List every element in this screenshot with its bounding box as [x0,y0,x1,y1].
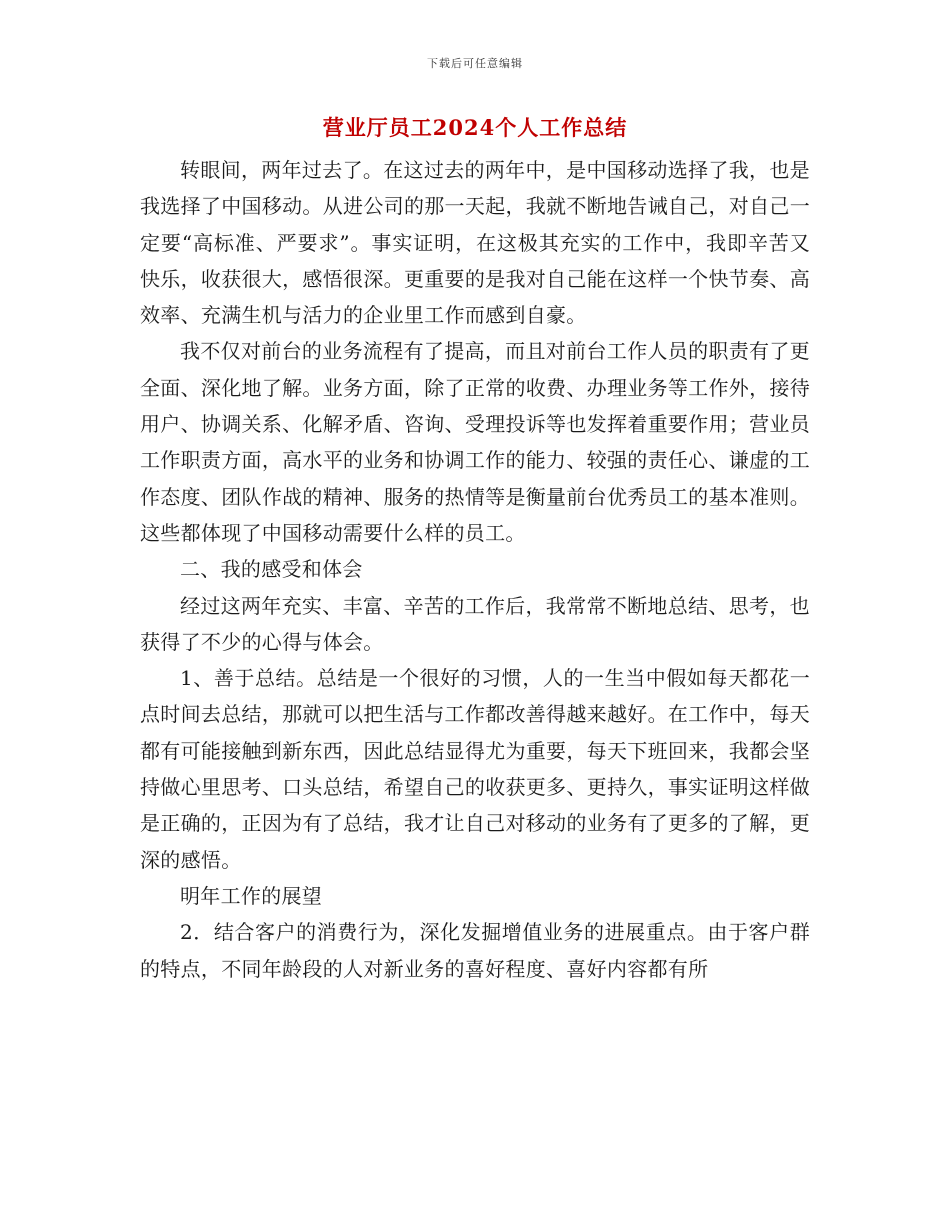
document-title: 营业厅员工2024个人工作总结 [322,115,628,140]
section-heading-outlook: 明年工作的展望 [180,883,323,908]
header-note: 下载后可任意编辑 [427,57,523,70]
paragraph-summarize: 1、善于总结。总结是一个很好的习惯，人的一生当中假如每天都花一点时间去总结，那就可以把生活与工作都改善得越来越好。在工作中，每天都有可能接触到新东西，因此总结显得尤为重要，每天下班回来，我都会坚持做心里思考、口头总结，希望自己的收获更多、更持久，事实证明这样做是正确的，正因为有了总结，我才让自己对移动的业务有了更多的了解，更深的感悟。 [140,666,810,872]
paragraph-duties: 我不仅对前台的业务流程有了提高，而且对前台工作人员的职责有了更全面、深化地了解。业务方面，除了正常的收费、办理业务等工作外，接待用户、协调关系、化解矛盾、咨询、受理投诉等也发挥着重要作用；营业员工作职责方面，高水平的业务和协调工作的能力、较强的责任心、谦虚的工作态度、团队作战的精神、服务的热情等是衡量前台优秀员工的基本准则。这些都体现了中国移动需要什么样的员工。 [140,339,810,545]
paragraph-intro: 转眼间，两年过去了。在这过去的两年中，是中国移动选择了我，也是我选择了中国移动。从进公司的那一天起，我就不断地告诫自己，对自己一定要“高标准、严要求”。事实证明，在这极其充实的工作中，我即辛苦又快乐，收获很大，感悟很深。更重要的是我对自己能在这样一个快节奏、高效率、充满生机与活力的企业里工作而感到自豪。 [140,158,810,328]
paragraph-reflection: 经过这两年充实、丰富、辛苦的工作后，我常常不断地总结、思考，也获得了不少的心得与体会。 [140,593,810,654]
document-body [140,152,810,987]
section-heading-feelings: 二、我的感受和体会 [180,557,363,582]
paragraph-customer-behavior: 2．结合客户的消费行为，深化发掘增值业务的进展重点。由于客户群的特点，不同年龄段的人对新业务的喜好程度、喜好内容都有所 [140,920,810,981]
